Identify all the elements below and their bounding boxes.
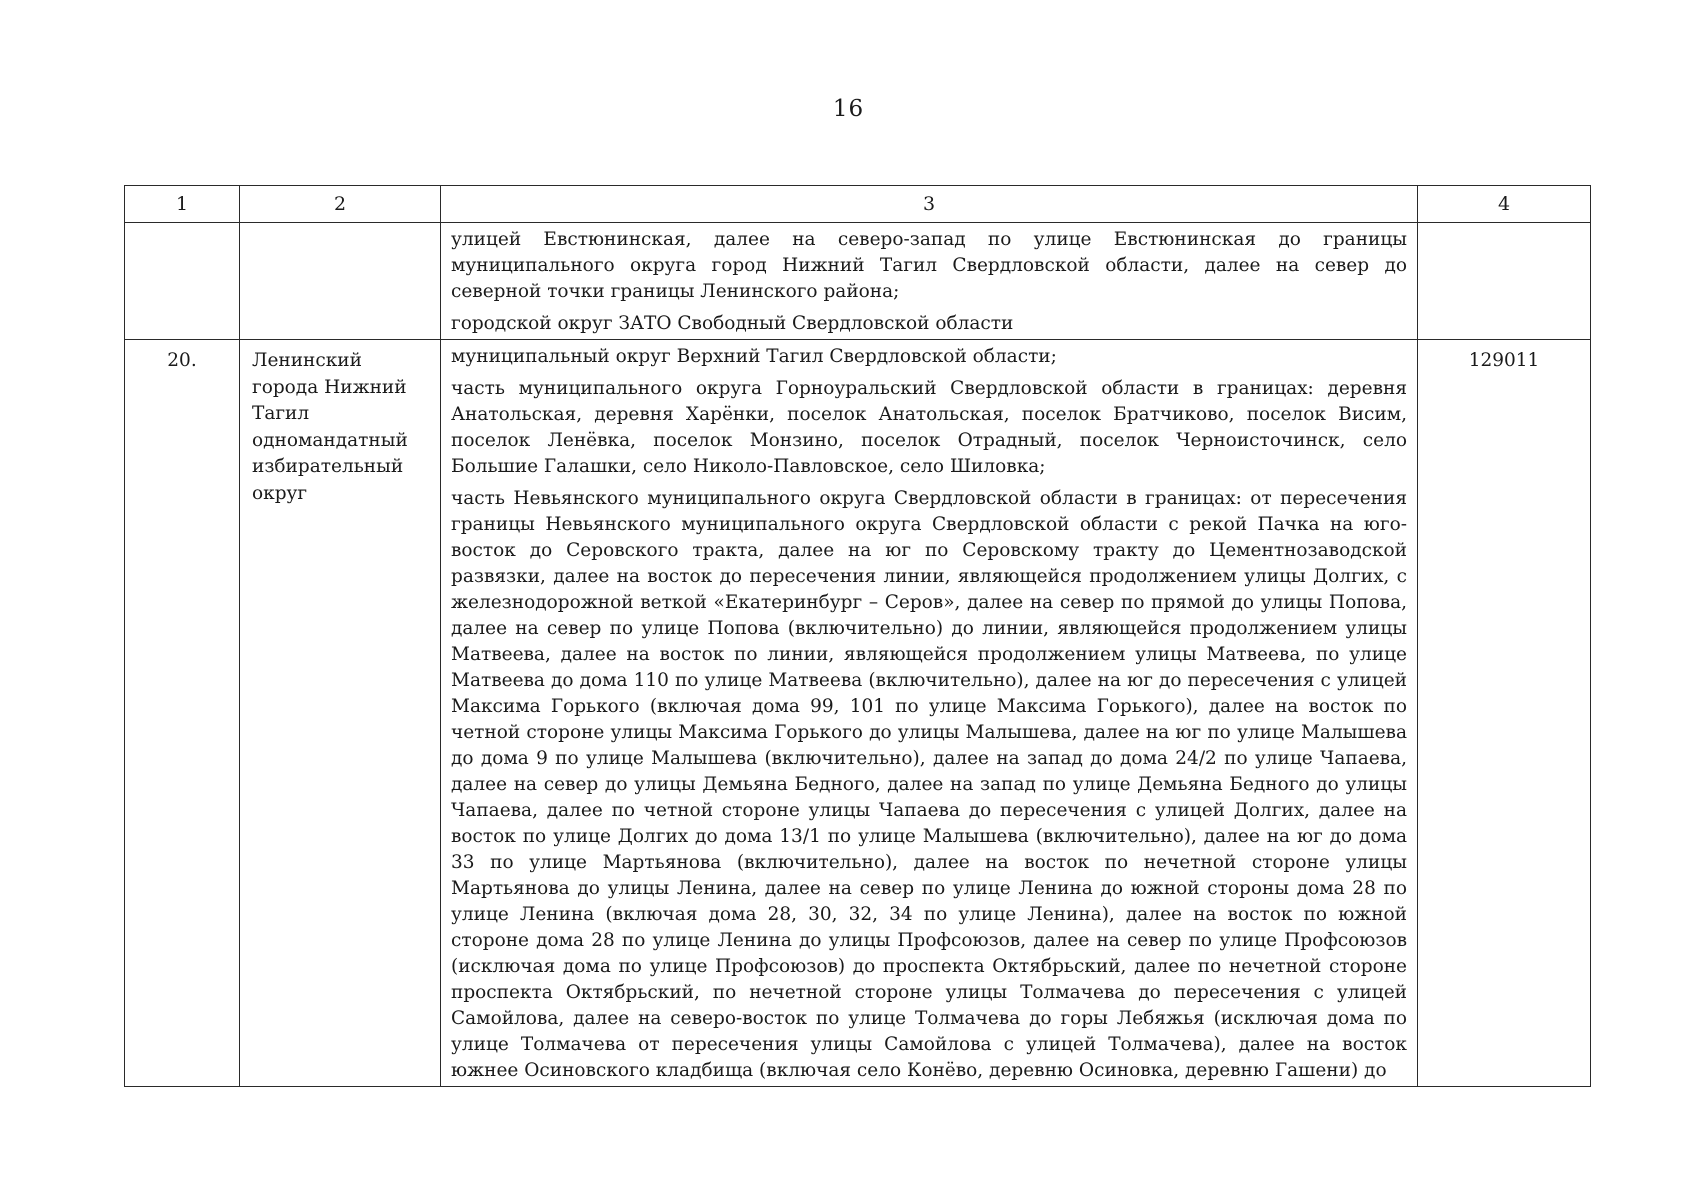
- row-number-cell: [125, 223, 240, 340]
- table-row-continuation: [125, 223, 1591, 340]
- boundary-description-cell: [441, 223, 1418, 340]
- column-header-4: 4: [1418, 186, 1591, 223]
- voters-count-cell: 129011: [1418, 340, 1591, 1087]
- voters-count-cell: [1418, 223, 1591, 340]
- column-header-3: 3: [441, 186, 1418, 223]
- column-header-1: 1: [125, 186, 240, 223]
- table-header-row: [125, 186, 1591, 223]
- page-number: 16: [832, 96, 865, 122]
- district-name-cell: Ленинский города Нижний Тагил одномандатный избирательный округ: [240, 340, 441, 1087]
- boundary-paragraph: часть Невьянского муниципального округа Свердловской области в границах: от пересечения границы Невьянского муниципального округа Свердловской области с рекой Пачка на юго-восток до Серовского тракта, далее на юг по Серовскому тракту до Цементнозаводской развязки, далее на восток до пересечения линии, являющейся продолжением улицы Долгих, с железнодорожной веткой «Екатеринбург – Серов», далее на север по прямой до улицы Попова, далее на север по улице Попова (включительно) до линии, являющейся продолжением улицы Матвеева, далее на восток по линии, являющейся продолжением улицы Матвеева, по улице Матвеева до дома 110 по улице Матвеева (включительно), далее на юг до пересечения с улицей Максима Горького (включая дома 99, 101 по улице Максима Горького), далее на восток по четной стороне улицы Максима Горького до улицы Малышева, далее на юг по улице Малышева до дома 9 по улице Малышева (включительно), далее на запад до дома 24/2 по улице Чапаева, далее на север до улицы Демьяна Бедного, далее на запад по улице Демьяна Бедного до улицы Чапаева, далее по четной стороне улицы Чапаева до пересечения с улицей Долгих, далее на восток по улице Долгих до дома 13/1 по улице Малышева (включительно), далее на юг до дома 33 по улице Мартьянова (включительно), далее на восток по нечетной стороне улицы Мартьянова до улицы Ленина, далее на север по улице Ленина до южной стороны дома 28 по улице Ленина (включая дома 28, 30, 32, 34 по улице Ленина), далее на восток по южной стороне дома 28 по улице Ленина до улицы Профсоюзов, далее на север по улице Профсоюзов (исключая дома по улице Профсоюзов) до проспекта Октябрьский, далее по нечетной стороне проспекта Октябрьский, по нечетной стороне улицы Толмачева до пересечения с улицей Самойлова, далее на северо-восток по улице Толмачева до горы Лебяжья (исключая дома по улице Толмачева от пересечения улицы Самойлова с улицей Толмачева), далее на восток южнее Осиновского кладбища (включая село Конёво, деревню Осиновка, деревню Гашени) до: [451, 488, 1407, 1081]
- column-header-2: 2: [240, 186, 441, 223]
- boundary-description-cell: [441, 340, 1418, 1087]
- districts-table: [124, 185, 1591, 1087]
- district-name-cell: [240, 223, 441, 340]
- boundary-paragraph: городской округ ЗАТО Свободный Свердловской области: [451, 313, 1014, 334]
- boundary-paragraph: муниципальный округ Верхний Тагил Свердловской области;: [451, 346, 1057, 367]
- boundary-paragraph: часть муниципального округа Горноуральский Свердловской области в границах: деревня Анатольская, деревня Харёнки, поселок Анатольская, поселок Братчиково, поселок Висим, поселок Ленёвка, поселок Монзино, поселок Отрадный, поселок Черноисточинск, село Большие Галашки, село Николо-Павловское, село Шиловка;: [451, 378, 1407, 477]
- row-number-cell: 20.: [125, 340, 240, 1087]
- boundary-paragraph: улицей Евстюнинская, далее на северо-запад по улице Евстюнинская до границы муниципального округа город Нижний Тагил Свердловской области, далее на север до северной точки границы Ленинского района;: [451, 229, 1407, 302]
- table-row-20: [125, 340, 1591, 1087]
